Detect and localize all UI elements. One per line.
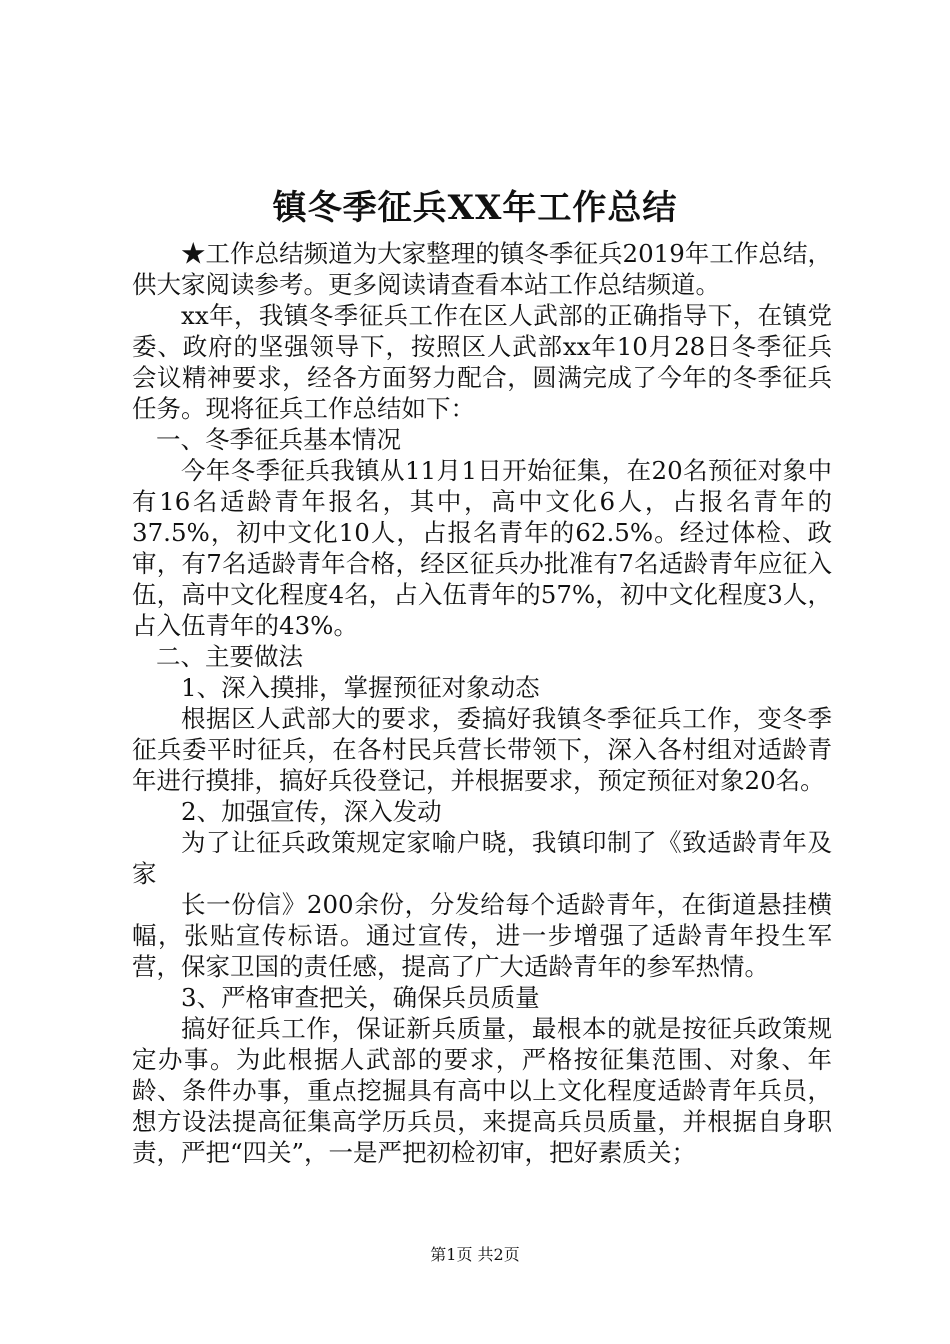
- document-body: [132, 238, 832, 1168]
- paragraph: 长一份信》200余份，分发给每个适龄青年，在街道悬挂横幅，张贴宣传标语。通过宣传，进一步增强了适龄青年投生军营，保家卫国的责任感，提高了广大适龄青年的参军热情。: [132, 890, 832, 981]
- paragraph: 搞好征兵工作，保证新兵质量，最根本的就是按征兵政策规定办事。为此根据人武部的要求，严格按征集范围、对象、年龄、条件办事，重点挖掘具有高中以上文化程度适龄青年兵员，想方设法提高征集高学历兵员，来提高兵员质量，并根据自身职责，严把“四关”，一是严把初检初审，把好素质关；: [132, 1014, 832, 1167]
- paragraph: 根据区人武部大的要求，委搞好我镇冬季征兵工作，变冬季征兵委平时征兵，在各村民兵营长带领下，深入各村组对适龄青年进行摸排，搞好兵役登记，并根据要求，预定预征对象20名。: [132, 704, 832, 795]
- paragraph: xx年，我镇冬季征兵工作在区人武部的正确指导下，在镇党委、政府的坚强领导下，按照区人武部xx年10月28日冬季征兵会议精神要求，经各方面努力配合，圆满完成了今年的冬季征兵任务。现将征兵工作总结如下：: [132, 301, 832, 423]
- document-title: 镇冬季征兵XX年工作总结: [272, 188, 678, 228]
- paragraph: 为了让征兵政策规定家喻户晓，我镇印制了《致适龄青年及家: [132, 828, 832, 888]
- section-heading: 二、主要做法: [156, 642, 303, 671]
- section-heading: 一、冬季征兵基本情况: [156, 425, 401, 454]
- paragraph: ★工作总结频道为大家整理的镇冬季征兵2019年工作总结，供大家阅读参考。更多阅读请查看本站工作总结频道。: [132, 239, 832, 299]
- page-footer: 第1页 共2页: [430, 1245, 520, 1264]
- subsection-heading: 3、严格审查把关，确保兵员质量: [181, 983, 540, 1012]
- subsection-heading: 1、深入摸排，掌握预征对象动态: [181, 673, 540, 702]
- subsection-heading: 2、加强宣传，深入发动: [181, 797, 442, 826]
- paragraph: 今年冬季征兵我镇从11月1日开始征集，在20名预征对象中有16名适龄青年报名，其中，高中文化6人，占报名青年的37.5%，初中文化10人，占报名青年的62.5%。经过体检、政审，有7名适龄青年合格，经区征兵办批准有7名适龄青年应征入伍，高中文化程度4名，占入伍青年的57%，初中文化程度3人，占入伍青年的43%。: [132, 456, 832, 640]
